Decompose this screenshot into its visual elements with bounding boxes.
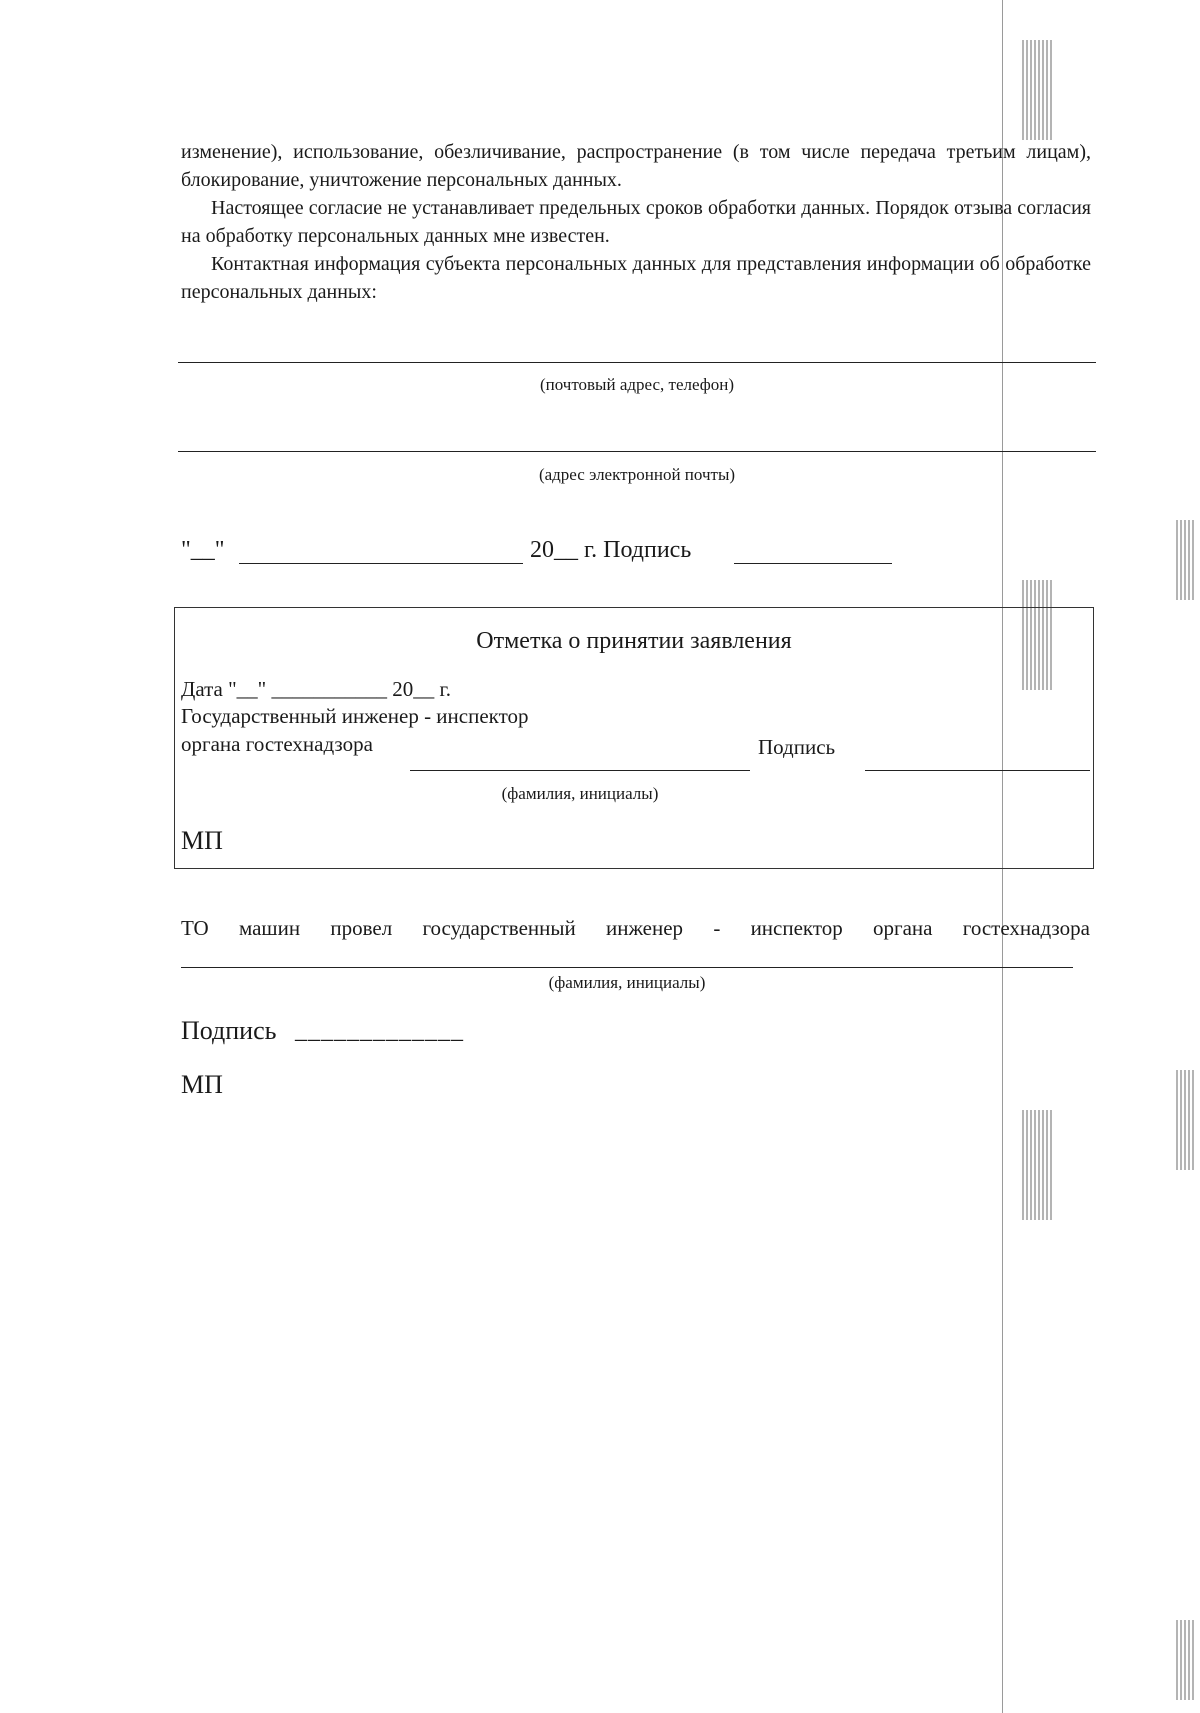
acceptance-stamp-place: МП (181, 826, 223, 855)
statement-word: - (713, 916, 721, 940)
scan-smudge (1176, 1620, 1196, 1700)
email-address-caption: (адрес электронной почты) (538, 465, 736, 484)
date-day-field: "__" (181, 537, 225, 563)
inspector-signature-line (865, 770, 1090, 771)
scan-smudge (1022, 40, 1052, 140)
date-month-line (239, 563, 523, 564)
statement-word: ТО (181, 916, 209, 940)
inspection-inspector-name-line (181, 967, 1073, 968)
inspection-signature-blank: _____________ (295, 1018, 464, 1044)
inspector-title-line2: органа гостехнадзора (181, 732, 373, 756)
consent-paragraph-processing: изменение), использование, обезличивание, распространение (в том числе передача третьим лицам), блокирование, уничтожение персональных данных. (181, 141, 1091, 191)
inspection-signature-label: Подпись (181, 1016, 277, 1045)
acceptance-title: Отметка о принятии заявления (476, 628, 792, 654)
statement-word: гостехнадзора (962, 916, 1090, 940)
scan-smudge (1022, 1110, 1052, 1220)
inspector-title-line1: Государственный инженер - инспектор (181, 704, 529, 728)
statement-word: органа (873, 916, 933, 940)
inspector-name-line (410, 770, 750, 771)
statement-word: машин (238, 916, 301, 940)
acceptance-date: Дата "__" ___________ 20__ г. (181, 677, 451, 701)
statement-word: инспектор (750, 916, 843, 940)
postal-address-caption: (почтовый адрес, телефон) (539, 375, 735, 394)
email-address-line (178, 451, 1096, 452)
statement-word: инженер (605, 916, 684, 940)
inspector-name-caption: (фамилия, инициалы) (501, 784, 659, 803)
statement-word: провел (330, 916, 393, 940)
scan-smudge (1176, 520, 1196, 600)
consent-paragraph-term: Настоящее согласие не устанавливает предельных сроков обработки данных. Порядок отзыва согласия на обработку персональных данных мне известен. (181, 197, 1091, 247)
consent-paragraph-contact: Контактная информация субъекта персональных данных для представления информации об обработке персональных данных: (181, 253, 1091, 303)
year-signature-label: 20__ г. Подпись (530, 537, 692, 563)
postal-address-line (178, 362, 1096, 363)
inspection-stamp-place: МП (181, 1070, 223, 1099)
applicant-signature-line (734, 563, 892, 564)
inspection-name-caption: (фамилия, инициалы) (548, 973, 706, 992)
acceptance-mark-box (174, 607, 1094, 869)
inspector-signature-label: Подпись (758, 735, 836, 759)
statement-word: государственный (422, 916, 576, 940)
inspection-statement (181, 914, 1090, 942)
scan-smudge (1176, 1070, 1196, 1170)
